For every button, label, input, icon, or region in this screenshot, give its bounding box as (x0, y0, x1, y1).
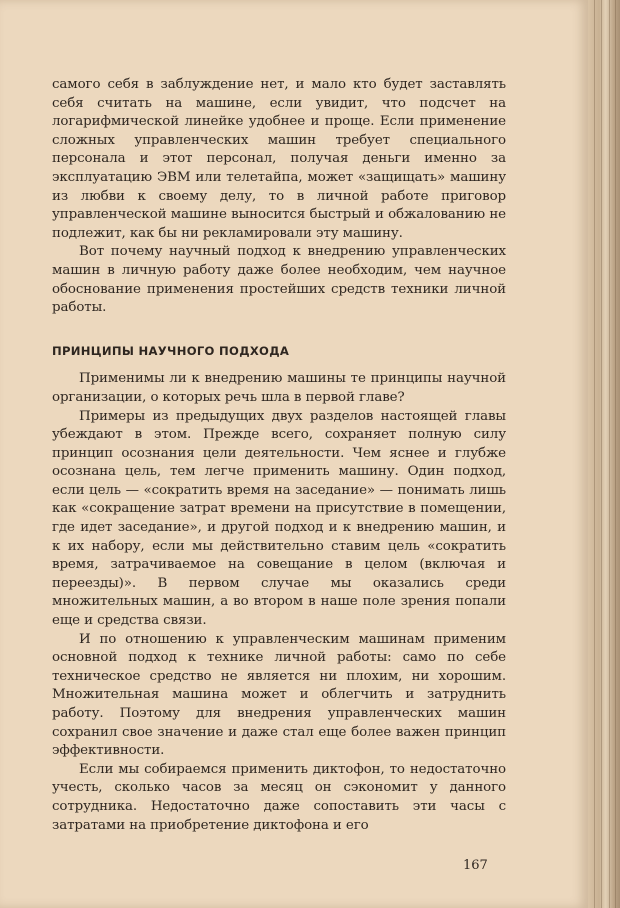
paragraph-6: Если мы собираемся применить диктофон, то недостаточно учесть, сколько часов за месяц он сэкономит у данного сотрудника. Недостаточно даже сопоставить эти часы с затратами на приобретение диктофона и его (52, 761, 506, 833)
section-heading: ПРИНЦИПЫ НАУЧНОГО ПОДХОДА (52, 343, 290, 358)
paragraph-4: Примеры из предыдущих двух разделов настоящей главы убеждают в этом. Прежде всего, сохраняет полную силу принцип осознания цели деятельности. Чем яснее и глубже осознана цель, тем легче применить машину. Один подход, если цель — «сократить время на заседание» — понимать лишь как «сокращение затрат времени на присутствие в помещении, где идет заседание», и другой подход и к внедрению машин, и к их набору, если мы действительно ставим цель «сократить время, затрачиваемое на совещание в целом (включая и переезды)». В первом случае мы оказались среди множительных машин, а во втором в наше поле зрения попали еще и средства связи. (52, 408, 506, 629)
edge-line (615, 0, 616, 908)
page-stack-edge (588, 0, 620, 908)
page-number: 167 (463, 858, 488, 873)
paragraph-5: И по отношению к управленческим машинам применим основной подход к технике личной работы: само по себе техническое средство не является ни плохим, ни хорошим. Множительная машина может и облегчить и затруднить работу. Поэтому для внедрения управленческих машин сохранил свое значение и даже стал еще более важен принцип эффективности. (52, 631, 506, 759)
edge-line (609, 0, 610, 908)
edge-line (601, 0, 602, 908)
paragraph-1: самого себя в заблуждение нет, и мало кто будет заставлять себя считать на машине, если увидит, что подсчет на логарифмической линейке удобнее и проще. Если применение сложных управленческих машин требует специального персонала и этот персонал, получая деньги именно за эксплуатацию ЭВМ или телетайпа, может «защищать» машину из любви к своему делу, то в личной работе приговор управленческой машине выносится быстрый и обжалованию не подлежит, как бы ни рекламировали эту машину. (52, 77, 506, 241)
body-text (52, 76, 506, 835)
paragraph-3: Применимы ли к внедрению машины те принципы научной организации, о которых речь шла в первой главе? (52, 371, 506, 405)
edge-line (594, 0, 595, 908)
paragraph-2: Вот почему научный подход к внедрению управленческих машин в личную работу даже более необходим, чем научное обоснование применения простейших средств техники личной работы. (52, 244, 506, 316)
